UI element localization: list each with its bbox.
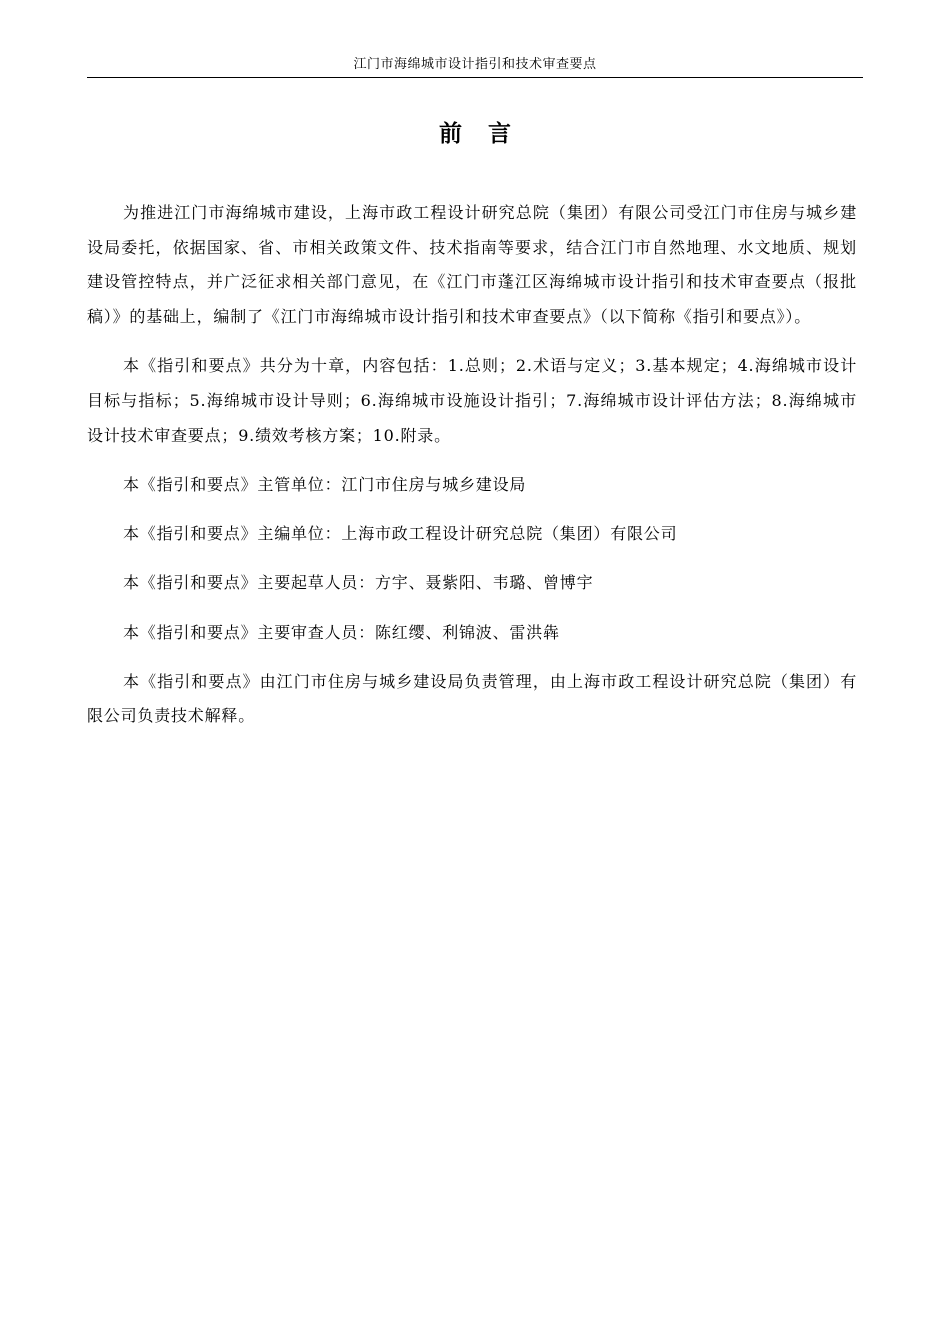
paragraph-supervisor: 本《指引和要点》主管单位：江门市住房与城乡建设局 (123, 474, 527, 494)
preface-body (87, 196, 857, 749)
running-header: 江门市海绵城市设计指引和技术审查要点 (353, 57, 597, 72)
paragraph-management: 本《指引和要点》由江门市住房与城乡建设局负责管理，由上海市政工程设计研究总院（集团）有限公司负责技术解释。 (87, 671, 857, 726)
header-rule (87, 77, 863, 78)
paragraph-drafters: 本《指引和要点》主要起草人员：方宇、聂紫阳、韦璐、曾博宇 (123, 573, 594, 593)
paragraph-editor: 本《指引和要点》主编单位：上海市政工程设计研究总院（集团）有限公司 (123, 524, 678, 544)
title-char-2: 言 (488, 121, 511, 147)
title-char-1: 前 (439, 121, 462, 147)
paragraph-chapters: 本《指引和要点》共分为十章，内容包括：1.总则；2.术语与定义；3.基本规定；4.海绵城市设计目标与指标；5.海绵城市设计导则；6.海绵城市设施设计指引；7.海绵城市设计评估方法；8.海绵城市设计技术审查要点；9.绩效考核方案；10.附录。 (87, 356, 857, 445)
paragraph-intro: 为推进江门市海绵城市建设，上海市政工程设计研究总院（集团）有限公司受江门市住房与城乡建设局委托，依据国家、省、市相关政策文件、技术指南等要求，结合江门市自然地理、水文地质、规划建设管控特点，并广泛征求相关部门意见，在《江门市蓬江区海绵城市设计指引和技术审查要点（报批稿）》的基础上，编制了《江门市海绵城市设计指引和技术审查要点》（以下简称《指引和要点》）。 (87, 203, 857, 327)
page-title (87, 114, 863, 154)
paragraph-reviewers: 本《指引和要点》主要审查人员：陈红缨、利锦波、雷洪犇 (123, 622, 560, 642)
